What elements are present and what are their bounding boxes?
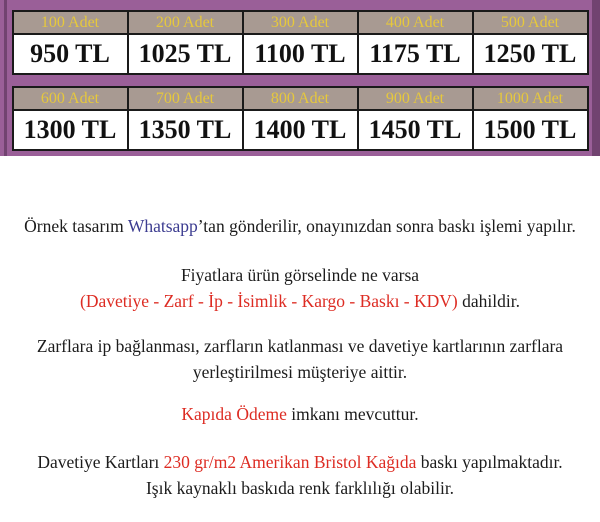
price-cell: 1500 TL: [473, 110, 588, 150]
qty-header-cell: 900 Adet: [358, 87, 473, 110]
qty-header-cell: 500 Adet: [473, 11, 588, 34]
whatsapp-text: Whatsapp: [127, 216, 198, 236]
paper-note-pre: Davetiye Kartları: [37, 452, 164, 472]
cash-on-delivery-note: [0, 401, 600, 427]
price-cell: 1175 TL: [358, 34, 473, 74]
banner-left-edge-shade: [4, 0, 7, 156]
sample-design-note: [0, 213, 600, 239]
included-items-red-text: (Davetiye - Zarf - İp - İsimlik - Kargo - Baskı - KDV): [80, 291, 458, 311]
price-banner: [0, 0, 600, 156]
price-cell: 1350 TL: [128, 110, 243, 150]
price-row: [13, 34, 588, 74]
quantity-header-row: [13, 11, 588, 34]
price-row: [13, 110, 588, 150]
paper-note-suffix: baskı yapılmaktadır.: [416, 452, 563, 472]
paper-quality-note: [0, 449, 600, 501]
cod-note-suffix: imkanı mevcuttur.: [286, 404, 419, 424]
qty-header-cell: 700 Adet: [128, 87, 243, 110]
qty-header-cell: 200 Adet: [128, 11, 243, 34]
qty-header-cell: 400 Adet: [358, 11, 473, 34]
price-cell: 950 TL: [13, 34, 128, 74]
quantity-header-row: [13, 87, 588, 110]
sample-note-text-post: ’tan gönderilir, onayınızdan sonra baskı işlemi yapılır.: [197, 216, 576, 236]
price-cell: 1250 TL: [473, 34, 588, 74]
price-table-1: [12, 10, 589, 75]
assembly-note-line2: yerleştirilmesi müşteriye aittir.: [192, 362, 408, 382]
price-cell: 1450 TL: [358, 110, 473, 150]
banner-right-edge-shade: [592, 0, 600, 156]
sample-note-text-pre: Örnek tasarım: [24, 216, 128, 236]
assembly-note: [0, 333, 600, 385]
cod-red-text: Kapıda Ödeme: [181, 404, 287, 424]
price-cell: 1100 TL: [243, 34, 358, 74]
qty-header-cell: 100 Adet: [13, 11, 128, 34]
price-table-2: [12, 86, 589, 151]
paper-spec-red-text: 230 gr/m2 Amerikan Bristol Kağıda: [163, 452, 417, 472]
qty-header-cell: 800 Adet: [243, 87, 358, 110]
qty-header-cell: 300 Adet: [243, 11, 358, 34]
qty-header-cell: 600 Adet: [13, 87, 128, 110]
light-color-note: Işık kaynaklı baskıda renk farklılığı olabilir.: [145, 478, 455, 498]
price-cell: 1300 TL: [13, 110, 128, 150]
price-cell: 1400 TL: [243, 110, 358, 150]
includes-note-suffix: dahildir.: [457, 291, 520, 311]
product-notes: [0, 213, 600, 501]
assembly-note-line1: Zarflara ip bağlanması, zarfların katlanması ve davetiye kartlarının zarflara: [36, 336, 564, 356]
price-cell: 1025 TL: [128, 34, 243, 74]
includes-note-line1: Fiyatlara ürün görselinde ne varsa: [180, 265, 420, 285]
price-includes-note: [0, 262, 600, 314]
qty-header-cell: 1000 Adet: [473, 87, 588, 110]
